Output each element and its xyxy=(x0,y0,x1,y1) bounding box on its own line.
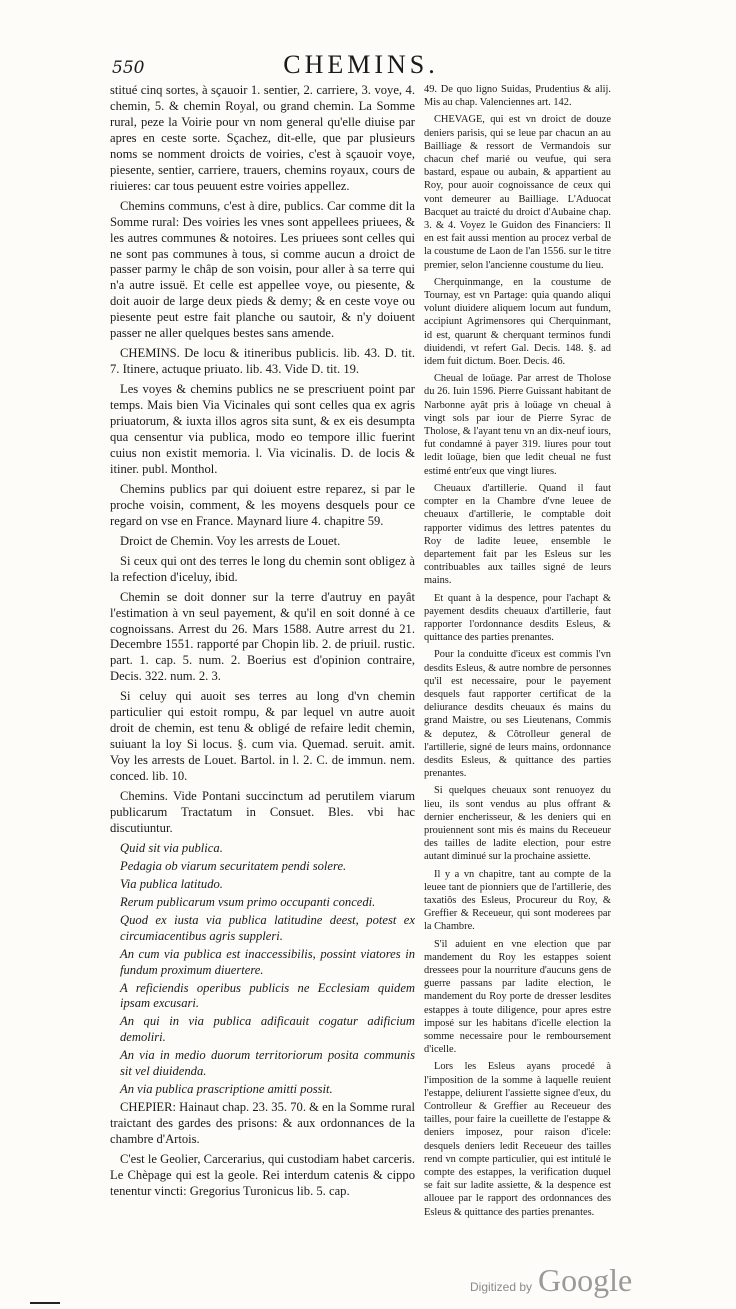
latin-list-item: Rerum publicarum vsum primo occupanti concedi. xyxy=(120,894,376,909)
digitized-by-watermark xyxy=(470,1262,632,1299)
latin-list-item: Pedagia ob viarum securitatem pendi solere. xyxy=(120,858,347,873)
paragraph: Chemins publics par qui doiuent estre reparez, si par le proche voisin, comment, & les moyens desquels pour ce regard on vse en France. Maynard liure 4. chapitre 59. xyxy=(110,481,415,528)
paragraph: Cheuaux d'artillerie. Quand il faut compter en la Chambre d'vne leuee de cheuaux d'artillerie, le comptable doit rapporter vidimus des lettres patentes du Roy de ladite leuee, ensemble le departement fait par les Esleus sur les contribuables aux tailles signé de leurs mains. xyxy=(424,482,611,587)
paragraph: CHEVAGE, qui est vn droict de douze deniers parisis, qui se leue par chacun an au Bailliage & ressort de Vermandois sur chacun chef marié ou veufue, qui sera bastard, espaue ou aubain, & appartient au Roy, pour auoir cognoissance de ceux qui vont demeurer au Bailliage. L'Aduocat Bacquet au traicté du droict d'Aubaine chap. 3. & 4. Voyez le Guidon des Financiers: Il en est fait aussi mention au procez verbal de la coustume de Laon de l'an 1556. sur le titre premier, selon l'ancienne coustume du lieu. xyxy=(424,114,611,271)
latin-list-item: Quod ex iusta via publica latitudine deest, potest ex circumiacentibus agris suppleri. xyxy=(120,912,415,943)
paragraph: C'est le Geolier, Carcerarius, qui custodiam habet carceris. Le Chèpage qui est la geole. Rei interdum catenis & cippo tenentur vincti: Gregorius Turonicus lib. 5. cap. xyxy=(110,1152,415,1198)
paragraph: Chemin se doit donner sur la terre d'autruy en payât l'estimation à vn seul payement, & qu'il en soit donné à ce cognoissans. Arrest du 26. Mars 1588. Autre arrest du 21. Decembre 1551. rapporté par Chopin lib. 2. de priuil. rustic. part. 1. cap. 5. num. 2. Boerius est d'opinion contraire, Decis. 322. num. 2. 3. xyxy=(110,589,415,684)
paragraph: Pour la conduitte d'iceux est commis l'vn desdits Esleus, & autre nombre de personnes qu'il est necessaire, pour le payement desquels faut rapporter certificat de la deliurance desdits cheuaux és mains du grand Maistre, ou ses Lieutenans, Commis & deputez, & Côtrolleur general de l'artillerie, signé de leurs mains, ordonnance desdits Esleus, & quittance des parties prenantes. xyxy=(424,649,611,780)
latin-list-item: An qui in via publica adificauit cogatur adificium demoliri. xyxy=(120,1014,415,1045)
paragraph: Si celuy qui auoit ses terres au long d'vn chemin particulier qui estoit rompu, & par lequel vn autre auoit droit de chemin, est tenu & obligé de refaire ledit chemin, suiuant la loy Si locus. §. cum via. Quemad. seruit. amit. Voy les arrests de Louet. Bartol. in l. 2. C. de immun. nem. conced. lib. 10. xyxy=(110,689,415,784)
paragraph: Droict de Chemin. Voy les arrests de Louet. xyxy=(120,533,341,548)
watermark-prefix: Digitized by xyxy=(470,1280,533,1294)
latin-list-item: An via in medio duorum territoriorum posita communis sit vel diuidenda. xyxy=(120,1048,415,1079)
paragraph: CHEMINS. De locu & itineribus publicis. lib. 43. D. tit. 7. Itinere, actuque priuato. lib. 43. Vide D. tit. 19. xyxy=(110,346,415,377)
latin-list-item: An cum via publica est inaccessibilis, possint viatores in fundum proximum diuertere. xyxy=(120,946,415,977)
latin-list-item: Quid sit via publica. xyxy=(120,840,223,855)
left-column xyxy=(110,83,415,1204)
right-column xyxy=(424,83,611,1223)
paragraph: stitué cinq sortes, à sçauoir 1. sentier, 2. carriere, 3. voye, 4. chemin, 5. & chemin Royal, ou grand chemin. La Somme rural, peze la Voirie pour vn nom general qu'elle diuise par apres en ceste sorte. Sçachez, dit-elle, que par plusieurs noms se nomment droicts de voiries, c'est à sçauoir voye, piesente, sentier, carriere, trauers, chemins royaux, cours de riuieres: car tous peuuent estre voiries appellez. xyxy=(110,83,415,193)
paragraph: Les voyes & chemins publics ne se prescriuent point par temps. Mais bien Via Vicinales qui sont celles qua ex agris priuatorum, & iuxta illos agros sita sunt, & ex eis desumpta qua censentur via publica, modo eo tempore illic fuerint cuius non existit memoria. l. Via vicinalis. D. de locis & itiner. publ. Monthol. xyxy=(110,382,415,476)
paragraph: Cheual de loüage. Par arrest de Tholose du 26. Iuin 1596. Pierre Guissant habitant de Narbonne ayât pris à loüage vn cheual à vingt sols par iour de Pierre Syrac de Tholose, & l'ayant tenu vn an dix-neuf iours, fut condamné à payer 319. liures pour tout ledit loüage, bien que ledit cheual ne fust estimé entr'eux que vingt liures. xyxy=(424,373,611,477)
paragraph: Il y a vn chapitre, tant au compte de la leuee tant de pionniers que de l'artillerie, des taxatiôs des Esleus, Procureur du Roy, & Greffier & Receueur, qui sont moderees par la Chambre. xyxy=(424,868,611,933)
google-logo: Google xyxy=(538,1262,633,1298)
paragraph: Si quelques cheuaux sont renuoyez du lieu, ils sont vendus au plus offrant & dernier encherisseur, & les deniers qui en prouiennent sont mis és mains du Receueur des tailles de ladite election, pour estre autant diminué sur la prochaine assiette. xyxy=(424,785,611,863)
page-number: 550 xyxy=(112,58,145,78)
latin-list-item: Via publica latitudo. xyxy=(120,876,223,891)
paragraph: Chemins. Vide Pontani succinctum ad perutilem viarum publicarum Tractatum in Consuet. Bles. vbi hac discutiuntur. xyxy=(110,789,415,835)
paragraph: Chemins communs, c'est à dire, publics. Car comme dit la Somme rural: Des voiries les vnes sont appellees priuees, & les autres communes & notoires. Les priuees sont celles qui ne sont pas communes à tous, si comme aucun a droict de passer parmy le châp de son voisin, pour aller à sa terre qui n'a autre issuë. Et celle est appellee voye, ou piesente, & doit auoir de large deux pieds & demy; & en ceste voye ou piesente peut estre fait planche ou sautoir, & n'y doiuent passer ne aller quelques bestes sans amende. xyxy=(110,198,415,341)
paragraph: CHEPIER: Hainaut chap. 23. 35. 70. & en la Somme rural traictant des gardes des prisons: & aux ordonnances de la chambre d'Artois. xyxy=(110,1100,415,1147)
paragraph: Lors les Esleus ayans procedé à l'imposition de la somme à laquelle reuient l'estappe, deliurent l'assiette signee d'eux, du Controlleur & Greffier au Receueur des tailles, pour faire la cueillette de l'estappe & deniers imposez, pour raison d'icele: desquels deniers ledit Receueur des tailles rend vn compte particulier, qui est intitulé le compte des estappes, la verification duquel se fait sur ladite assiette, & la despence est allouee par le rapport des ordonnances des Esleus & quittance des parties prenantes. xyxy=(424,1061,611,1218)
paragraph: Cherquinmange, en la coustume de Tournay, est vn Partage: quia quando aliqui volunt diuidere aliquem locum aut fundum, accipiunt Agrimensores qui Cherquinmant, id est, quarunt & cherquant terminos fundi diuidendi, vt refert Gal. Decis. 148. §. ad idem fuit dictum. Boer. Decis. 46. xyxy=(424,276,611,368)
running-head: CHEMINS. xyxy=(283,50,439,79)
latin-list-item: A reficiendis operibus publicis ne Ecclesiam quidem ipsam excusari. xyxy=(120,980,415,1011)
paragraph: S'il aduient en vne election que par mandement du Roy les estappes soient dressees pour la nourriture d'aucuns gens de guerre passans par ladite election, le mandement du Roy porte de dresser lesdites estappes à toute diligence, pour apres estre imposé sur les habitans d'icelle election la somme necessaire pour le remboursement d'icelle. xyxy=(424,938,611,1056)
page-edge-mark xyxy=(30,1302,60,1304)
paragraph: 49. De quo ligno Suidas, Prudentius & alij. Mis au chap. Valenciennes art. 142. xyxy=(424,84,611,109)
latin-list-item: An via publica prascriptione amitti possit. xyxy=(120,1082,333,1097)
paragraph: Si ceux qui ont des terres le long du chemin sont obligez à la refection d'iceluy, ibid. xyxy=(110,553,415,584)
paragraph: Et quant à la despence, pour l'achapt & payement desdits cheuaux d'artillerie, faut rapporter l'ordonnance desdits Esleus, & quittance des parties prenantes. xyxy=(424,592,611,644)
page-header xyxy=(112,50,610,86)
